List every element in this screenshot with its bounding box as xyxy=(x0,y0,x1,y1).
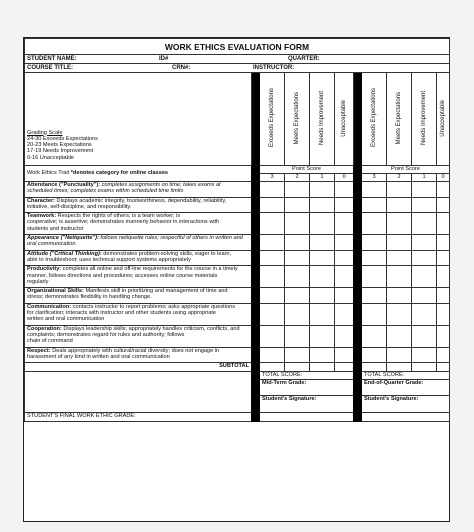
course-info-row xyxy=(25,64,450,73)
score-cell[interactable] xyxy=(335,347,354,363)
score-cell[interactable] xyxy=(335,213,354,235)
score-cell[interactable] xyxy=(310,197,335,213)
score-cell[interactable] xyxy=(387,197,412,213)
score-cell[interactable] xyxy=(412,347,437,363)
score-cell[interactable] xyxy=(412,197,437,213)
score-cell[interactable] xyxy=(412,213,437,235)
trait-desc-line: follows netiquette rules; respectful of others in written and xyxy=(98,235,243,242)
score-cell[interactable] xyxy=(437,235,450,251)
score-cell[interactable] xyxy=(362,235,387,251)
subtotal-cell[interactable] xyxy=(335,363,354,372)
subtotal-cell[interactable] xyxy=(260,363,285,372)
score-value: 3 xyxy=(362,174,387,182)
trait-desc-line: oral communication. xyxy=(27,241,78,248)
subtotal-cell[interactable] xyxy=(412,363,437,372)
score-cell[interactable] xyxy=(387,182,412,198)
trait-description xyxy=(25,325,252,347)
score-cell[interactable] xyxy=(310,288,335,304)
grading-scale xyxy=(25,73,252,166)
score-cell[interactable] xyxy=(260,325,285,347)
divider-bar xyxy=(252,73,260,422)
col-header-exceeds: Exceeds Expectations xyxy=(260,73,285,166)
col-header-meets: Meets Expectations xyxy=(387,73,412,166)
score-cell[interactable] xyxy=(335,303,354,325)
score-cell[interactable] xyxy=(412,182,437,198)
course-title-label: COURSE TITLE: xyxy=(27,65,73,71)
subtotal-cell[interactable] xyxy=(437,363,450,372)
score-value: 2 xyxy=(285,174,310,182)
trait-description xyxy=(25,235,252,251)
trait-description xyxy=(25,303,252,325)
score-cell[interactable] xyxy=(260,213,285,235)
trait-desc-line: Displays academic integrity, trustworthiness, dependability, reliability, xyxy=(54,197,227,204)
grading-scale-line: 20-23 Meets Expectations xyxy=(27,142,92,149)
score-cell[interactable] xyxy=(335,288,354,304)
trait-name: Attendance ("Punctuality"): xyxy=(27,182,101,188)
trait-description xyxy=(25,266,252,288)
trait-name: Appearance ("Netiquette"): xyxy=(27,235,99,242)
trait-name: Attitude ("Critical Thinking): xyxy=(27,250,102,257)
trait-name: Teamwork: xyxy=(27,213,57,220)
score-cell[interactable] xyxy=(260,303,285,325)
col-header-unacceptable: Unacceptable xyxy=(437,73,450,166)
score-cell[interactable] xyxy=(285,288,310,304)
point-score-label: Point Score xyxy=(362,166,450,174)
score-cell[interactable] xyxy=(362,266,387,288)
subtotal-cell[interactable] xyxy=(285,363,310,372)
score-cell[interactable] xyxy=(362,347,387,363)
score-cell[interactable] xyxy=(437,303,450,325)
col-header-needs: Needs Improvement xyxy=(310,73,335,166)
trait-desc-line: for clarification; interacts with instructor and other students using appropriate xyxy=(27,310,217,317)
subtotal-cell[interactable] xyxy=(387,363,412,372)
col-header-unacceptable: Unacceptable xyxy=(335,73,354,166)
score-cell[interactable] xyxy=(285,347,310,363)
trait-row xyxy=(25,250,450,266)
score-cell[interactable] xyxy=(437,197,450,213)
grading-scale-line: 17-19 Needs Improvement xyxy=(27,148,94,155)
score-cell[interactable] xyxy=(437,213,450,235)
trait-desc-line: Deals appropriately with cultural/racial diversity; does not engage in xyxy=(50,347,220,354)
trait-column-header: Work Ethics Trait *denotes category for online classes xyxy=(25,166,252,182)
grading-scale-line: 24-30 Exceeds Expectations xyxy=(27,135,98,142)
score-cell[interactable] xyxy=(285,197,310,213)
total-score-endquarter: TOTAL SCORE: xyxy=(362,372,450,380)
score-cell[interactable] xyxy=(285,303,310,325)
trait-desc-line: completes assignments on time; takes exams at xyxy=(100,182,221,188)
trait-desc-line: Manifests skill in prioritizing and management of time and xyxy=(83,288,228,295)
col-header-needs: Needs Improvement xyxy=(412,73,437,166)
score-cell[interactable] xyxy=(335,182,354,198)
trait-desc-line: initiative, self-discipline, and responsibility. xyxy=(27,203,132,210)
score-cell[interactable] xyxy=(412,266,437,288)
final-grade-label: STUDENT'S FINAL WORK ETHIC GRADE: xyxy=(25,413,252,422)
score-cell[interactable] xyxy=(310,213,335,235)
trait-description xyxy=(25,288,252,304)
subtotal-cell[interactable] xyxy=(362,363,387,372)
midterm-grade-label: Mid-Term Grade: xyxy=(260,380,354,396)
score-cell[interactable] xyxy=(285,266,310,288)
form-title: WORK ETHICS EVALUATION FORM xyxy=(25,39,450,55)
score-cell[interactable] xyxy=(362,197,387,213)
score-cell[interactable] xyxy=(412,235,437,251)
grading-scale-title: Grading Scale xyxy=(27,129,63,136)
trait-desc-line: written and oral communication xyxy=(27,316,105,323)
trait-name: Cooperation: xyxy=(27,325,62,332)
col-header-exceeds: Exceeds Expectations xyxy=(362,73,387,166)
score-cell[interactable] xyxy=(285,325,310,347)
score-cell[interactable] xyxy=(260,250,285,266)
id-label: ID# xyxy=(159,56,169,62)
total-score-midterm: TOTAL SCORE: xyxy=(260,372,354,380)
score-cell[interactable] xyxy=(285,213,310,235)
score-cell[interactable] xyxy=(387,213,412,235)
score-value: 0 xyxy=(335,174,354,182)
trait-row xyxy=(25,303,450,325)
score-cell[interactable] xyxy=(260,266,285,288)
score-cell[interactable] xyxy=(437,288,450,304)
col-header-meets: Meets Expectations xyxy=(285,73,310,166)
student-signature-label: Student's Signature: xyxy=(260,396,354,413)
score-cell[interactable] xyxy=(335,197,354,213)
score-cell[interactable] xyxy=(412,288,437,304)
score-cell[interactable] xyxy=(362,303,387,325)
score-cell[interactable] xyxy=(412,250,437,266)
score-cell[interactable] xyxy=(387,266,412,288)
score-cell[interactable] xyxy=(362,288,387,304)
score-cell[interactable] xyxy=(412,303,437,325)
trait-desc-line: able to troubleshoot; uses technical support systems appropriately xyxy=(27,256,191,263)
trait-desc-line: students and instructor xyxy=(27,225,84,232)
score-cell[interactable] xyxy=(387,288,412,304)
evaluation-form-table xyxy=(24,38,450,422)
score-cell[interactable] xyxy=(437,266,450,288)
quarter-label: QUARTER: xyxy=(288,56,320,62)
score-cell[interactable] xyxy=(310,347,335,363)
score-cell[interactable] xyxy=(387,235,412,251)
student-info-row xyxy=(25,55,450,64)
score-cell[interactable] xyxy=(362,182,387,198)
trait-name: Communication: xyxy=(27,303,72,310)
trait-desc-line: stress; demonstrates flexibility in handling change. xyxy=(27,294,152,301)
trait-description xyxy=(25,182,252,198)
trait-desc-line: completes all online and off-line requirements for the course in a timely xyxy=(61,266,238,273)
subtotal-label: SUBTOTAL xyxy=(25,363,252,372)
trait-row xyxy=(25,197,450,213)
score-cell[interactable] xyxy=(310,235,335,251)
score-cell[interactable] xyxy=(387,325,412,347)
score-cell[interactable] xyxy=(387,303,412,325)
score-cell[interactable] xyxy=(412,325,437,347)
final-grade-cell[interactable] xyxy=(362,413,450,422)
instructor-label: INSTRUCTOR: xyxy=(253,65,295,71)
score-cell[interactable] xyxy=(437,182,450,198)
score-cell[interactable] xyxy=(437,347,450,363)
trait-name: Respect: xyxy=(27,347,51,354)
score-cell[interactable] xyxy=(362,325,387,347)
crn-label: CRN#: xyxy=(172,65,191,71)
trait-desc-line: harassment of any kind in written and oral communication xyxy=(27,353,170,360)
score-cell[interactable] xyxy=(310,266,335,288)
score-cell[interactable] xyxy=(260,288,285,304)
trait-description xyxy=(25,347,252,363)
subtotal-cell[interactable] xyxy=(310,363,335,372)
trait-desc-line: chain of command xyxy=(27,338,73,345)
trait-row xyxy=(25,325,450,347)
trait-row xyxy=(25,347,450,363)
footer-blank xyxy=(25,372,252,413)
score-value: 1 xyxy=(412,174,437,182)
end-quarter-grade-label: End-of-Quarter Grade: xyxy=(362,380,450,396)
score-cell[interactable] xyxy=(260,235,285,251)
score-value: 1 xyxy=(310,174,335,182)
trait-desc-line: manner, follows directions and procedures; accesses online course materials xyxy=(27,272,218,279)
score-cell[interactable] xyxy=(335,266,354,288)
trait-row xyxy=(25,235,450,251)
score-cell[interactable] xyxy=(362,250,387,266)
score-cell[interactable] xyxy=(310,325,335,347)
point-score-label: Point Score xyxy=(260,166,354,174)
trait-description xyxy=(25,213,252,235)
score-value: 0 xyxy=(437,174,450,182)
score-cell[interactable] xyxy=(437,325,450,347)
score-cell[interactable] xyxy=(285,250,310,266)
final-grade-cell[interactable] xyxy=(260,413,354,422)
trait-desc-line: Respects the rights of others; is a team worker; is xyxy=(56,213,181,220)
score-cell[interactable] xyxy=(310,250,335,266)
trait-desc-line: demonstrates problem-solving skills, eager to learn, xyxy=(101,250,232,257)
score-cell[interactable] xyxy=(310,182,335,198)
trait-description xyxy=(25,250,252,266)
trait-name: Organizational Skills: xyxy=(27,288,84,295)
trait-row xyxy=(25,213,450,235)
trait-desc-line: cooperative; is assertive; demonstrates mannerly behavior in interactions with xyxy=(27,219,220,226)
evaluation-form-sheet xyxy=(23,37,450,522)
trait-desc-line: scheduled times; completes exams within scheduled time limits xyxy=(27,188,184,195)
score-cell[interactable] xyxy=(260,197,285,213)
trait-row xyxy=(25,266,450,288)
grading-scale-line: 0-16 Unacceptable xyxy=(27,154,74,161)
trait-description xyxy=(25,197,252,213)
score-value: 3 xyxy=(260,174,285,182)
trait-name: Character: xyxy=(27,197,55,204)
score-cell[interactable] xyxy=(437,250,450,266)
score-cell[interactable] xyxy=(285,235,310,251)
student-signature-label: Student's Signature: xyxy=(362,396,450,413)
score-cell[interactable] xyxy=(335,325,354,347)
score-cell[interactable] xyxy=(335,235,354,251)
trait-row xyxy=(25,182,450,198)
trait-desc-line: contacts instructor to report problems; asks appropriate questions xyxy=(71,303,235,310)
trait-row xyxy=(25,288,450,304)
score-cell[interactable] xyxy=(335,250,354,266)
trait-desc-line: Displays leadership skills; appropriately handles criticism, conflicts, and xyxy=(61,325,240,332)
score-cell[interactable] xyxy=(285,182,310,198)
score-cell[interactable] xyxy=(387,347,412,363)
trait-name: Productivity: xyxy=(27,266,62,273)
score-cell[interactable] xyxy=(362,213,387,235)
trait-desc-line: complaints; demonstrates regard for rules and authority; follows xyxy=(27,331,185,338)
score-value: 2 xyxy=(387,174,412,182)
score-cell[interactable] xyxy=(260,182,285,198)
student-name-label: STUDENT NAME: xyxy=(27,56,77,62)
score-cell[interactable] xyxy=(310,303,335,325)
score-cell[interactable] xyxy=(260,347,285,363)
score-cell[interactable] xyxy=(387,250,412,266)
divider-bar xyxy=(354,73,362,422)
trait-desc-line: regularly xyxy=(27,278,49,285)
